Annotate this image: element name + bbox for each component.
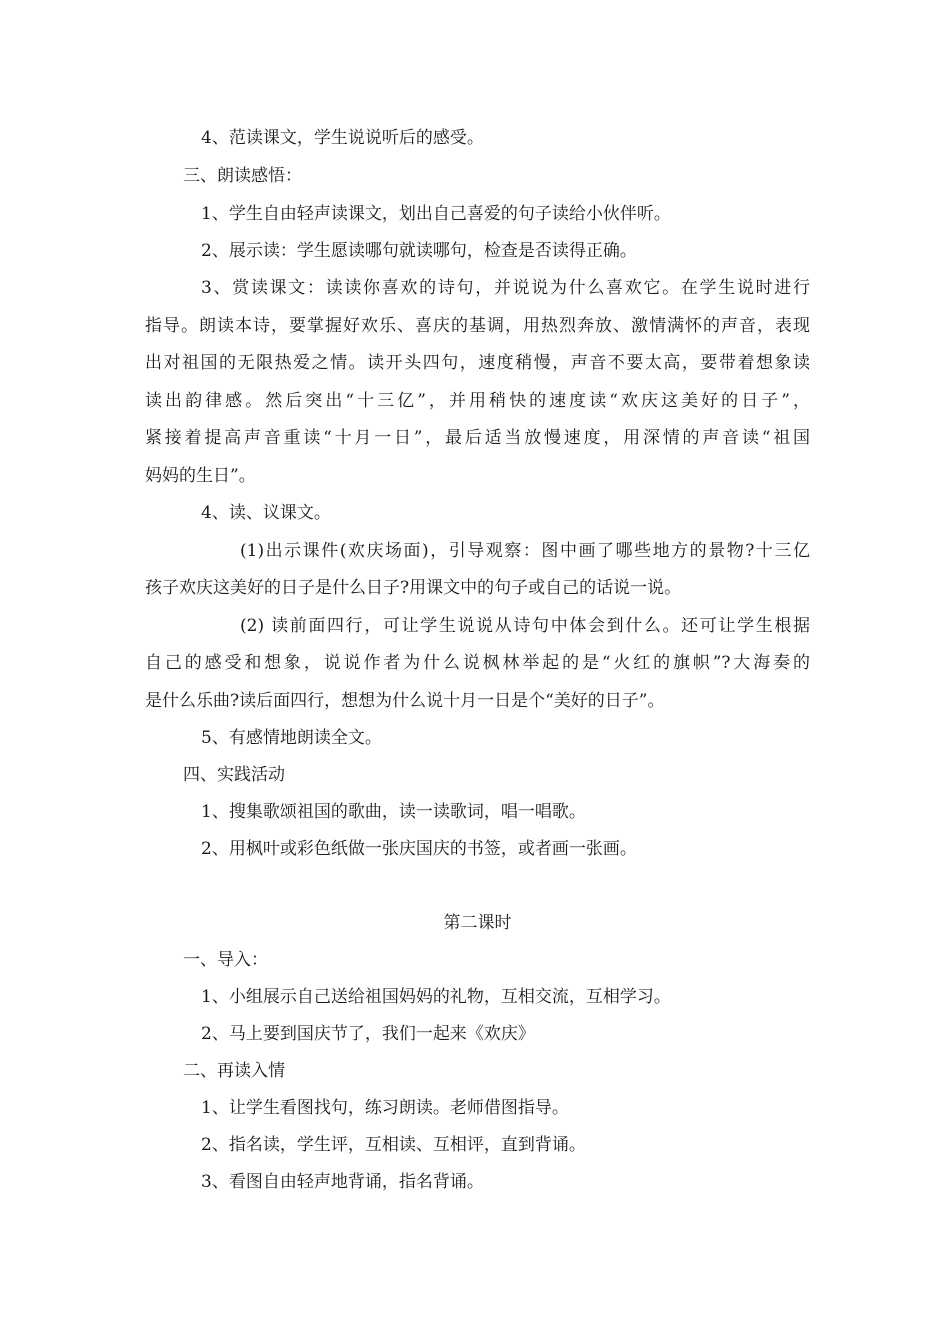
paragraph-show-read: 2、展示读：学生愿读哪句就读哪句，检查是否读得正确。 — [201, 241, 637, 261]
paragraph-bookmark: 2、用枫叶或彩色纸做一张庆国庆的书签，或者画一张画。 — [201, 839, 637, 859]
paragraph-recite: 3、看图自由轻声地背诵，指名背诵。 — [201, 1172, 484, 1192]
paragraph-appreciate-line-6: 妈妈的生日”。 — [145, 466, 256, 486]
heading-lesson-2: 第二课时 — [443, 913, 512, 933]
paragraph-sub1-line-2: 孩子欢庆这美好的日子是什么日子?用课文中的句子或自己的话说一说。 — [145, 578, 682, 598]
paragraph-sub2-line-2: 自己的感受和想象，说说作者为什么说枫林举起的是“火红的旗帜”?大海奏的 — [145, 653, 810, 673]
paragraph-appreciate-line-4: 读出韵律感。然后突出“十三亿”，并用稍快的速度读“欢庆这美好的日子”， — [145, 391, 810, 411]
paragraph-group-show: 1、小组展示自己送给祖国妈妈的礼物，互相交流，互相学习。 — [201, 987, 671, 1007]
paragraph-appreciate-line-1: 3、赏读课文：读读你喜欢的诗句，并说说为什么喜欢它。在学生说时进行 — [201, 278, 810, 298]
paragraph-free-read: 1、学生自由轻声读课文，划出自己喜爱的句子读给小伙伴听。 — [201, 204, 671, 224]
heading-intro: 一、导入： — [183, 950, 268, 970]
paragraph-collect-songs: 1、搜集歌颂祖国的歌曲，读一读歌词，唱一唱歌。 — [201, 802, 586, 822]
heading-read-feel: 三、朗读感悟： — [183, 166, 302, 186]
paragraph-find-sentence: 1、让学生看图找句，练习朗读。老师借图指导。 — [201, 1098, 569, 1118]
paragraph-read-model: 4、范读课文，学生说说听后的感受。 — [201, 128, 484, 148]
heading-reread: 二、再读入情 — [183, 1061, 285, 1081]
paragraph-name-read: 2、指名读，学生评，互相读、互相评，直到背诵。 — [201, 1135, 586, 1155]
paragraph-sub1-line-1: (1)出示课件(欢庆场面)，引导观察：图中画了哪些地方的景物?十三亿 — [240, 541, 810, 561]
paragraph-sub2-line-1: (2) 读前面四行，可让学生说说从诗句中体会到什么。还可让学生根据 — [240, 616, 810, 636]
paragraph-discuss: 4、读、议课文。 — [201, 503, 331, 523]
paragraph-appreciate-line-3: 出对祖国的无限热爱之情。读开头四句，速度稍慢，声音不要太高，要带着想象读 — [145, 353, 810, 373]
paragraph-appreciate-line-5: 紧接着提高声音重读“十月一日”，最后适当放慢速度，用深情的声音读“祖国 — [145, 428, 810, 448]
paragraph-sub2-line-3: 是什么乐曲?读后面四行，想想为什么说十月一日是个“美好的日子”。 — [145, 691, 665, 711]
paragraph-appreciate-line-2: 指导。朗读本诗，要掌握好欢乐、喜庆的基调，用热烈奔放、激情满怀的声音，表现 — [145, 316, 810, 336]
heading-practice: 四、实践活动 — [183, 765, 285, 785]
paragraph-emotion-read: 5、有感情地朗读全文。 — [201, 728, 382, 748]
paragraph-national-day: 2、马上要到国庆节了，我们一起来《欢庆》 — [201, 1024, 535, 1044]
